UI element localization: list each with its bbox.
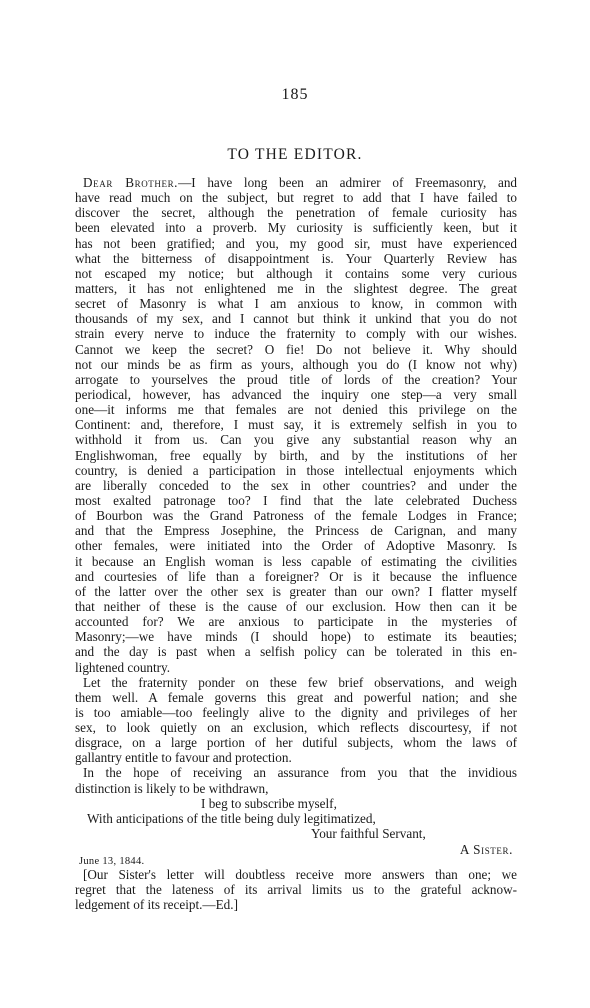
letter-body: [75, 175, 517, 913]
page-number: 185: [281, 86, 309, 103]
letter-line: and that the Empress Josephine, the Princess de Carignan, and many: [75, 523, 517, 539]
paragraph-line: disgrace, on a large portion of her dutiful subjects, whom the laws of: [75, 735, 517, 751]
salutation: Dear Brother.: [83, 175, 179, 190]
editor-note-line: regret that the lateness of its arrival limits us to the grateful acknow-: [75, 882, 517, 898]
letter-line: Cannot we keep the secret? O fie! Do not believe it. Why should: [75, 341, 517, 357]
closing-line: Your faithful Servant,: [311, 826, 426, 842]
letter-line: country, is denied a participation in those intellectual enjoyments which: [75, 462, 517, 478]
closing-line: With anticipations of the title being duly legitimatized,: [87, 810, 376, 826]
letter-line: not escaped my notice; but although it contains some very curious: [75, 265, 517, 281]
paragraph-line: Let the fraternity ponder on these few brief observations, and weigh: [83, 674, 517, 690]
letter-line: withhold it from us. Can you give any substantial reason why an: [75, 432, 517, 448]
letter-opening-line: [75, 175, 517, 190]
opening-text: —I have long been an admirer of Freemasonry, and: [178, 175, 518, 190]
letter-line: it because an English woman is less capable of estimating the civilities: [75, 553, 517, 569]
signature-row: [75, 841, 517, 868]
letter-line: of Bourbon was the Grand Patroness of the female Lodges in France;: [75, 508, 517, 524]
letter-line: have read much on the subject, but regret to add that I have failed to: [75, 190, 517, 206]
letter-line: not our minds be as firm as yours, although you do (I know not why): [75, 356, 517, 372]
letter-line: been elevated into a proverb. My curiosity is sufficiently keen, but it: [75, 220, 517, 236]
letter-date: June 13, 1844.: [79, 856, 145, 868]
closing-line: I beg to subscribe myself,: [201, 795, 337, 811]
letter-line: of the latter over the other sex is greater than our own? I flatter myself: [75, 583, 517, 599]
paragraph-line: gallantry entitle to favour and protection.: [75, 750, 292, 766]
letter-line: Masonry;—we have minds (I should hope) to estimate its beauties;: [75, 629, 517, 645]
letter-line: discover the secret, although the penetration of female curiosity has: [75, 205, 517, 221]
signature: A Sister.: [459, 842, 513, 858]
letter-line: Continent: and, therefore, I must say, it is extremely selfish in you to: [75, 417, 517, 433]
letter-line: strain every nerve to induce the fraternity to comply with our wishes.: [75, 326, 517, 342]
letter-line: other females, were initiated into the Order of Adoptive Masonry. Is: [75, 538, 517, 554]
letter-line: accounted for? We are anxious to participate in the mysteries of: [75, 614, 517, 630]
paragraph-line: sex, to look quietly on an exclusion, which reflects discourtesy, if not: [75, 720, 517, 736]
editor-note-line: [Our Sister's letter will doubtless receive more answers than one; we: [83, 867, 517, 883]
letter-line: one—it informs me that females are not denied this privilege on the: [75, 402, 517, 418]
letter-line: are liberally conceded to the sex in other countries? and under the: [75, 477, 517, 493]
letter-line: most exalted patronage too? I find that the late celebrated Duchess: [75, 492, 517, 508]
editor-note-line: ledgement of its receipt.—Ed.]: [75, 897, 238, 913]
letter-line: arrogate to yourselves the proud title of lords of the creation? Your: [75, 371, 517, 387]
letter-line: and courtesies of life than a foreigner? Or is it because the influence: [75, 568, 517, 584]
letter-line: lightened country.: [75, 659, 171, 675]
letter-line: has not been gratified; and you, my good sir, must have experienced: [75, 235, 517, 251]
letter-line: that neither of these is the cause of our exclusion. How then can it be: [75, 598, 517, 614]
letter-line: Englishwoman, free equally by birth, and by the institutions of her: [75, 447, 517, 463]
paragraph-line: distinction is likely to be withdrawn,: [75, 780, 269, 796]
letter-line: matters, it has not enlightened me in the slightest degree. The great: [75, 280, 517, 296]
letter-line: periodical, however, has advanced the inquiry one step—a very small: [75, 386, 517, 402]
letter-line: thousands of my sex, and I cannot but think it unkind that you do not: [75, 311, 517, 327]
paragraph-line: In the hope of receiving an assurance from you that the invidious: [83, 765, 517, 781]
letter-line: and the day is past when a selfish policy can be tolerated in this en-: [75, 644, 517, 660]
letter-heading: TO THE EDITOR.: [227, 146, 363, 163]
paragraph-line: is too amiable—too feelingly alive to the dignity and privileges of her: [75, 704, 517, 720]
paragraph-line: them well. A female governs this great and powerful nation; and she: [75, 689, 517, 705]
letter-line: secret of Masonry is what I am anxious to know, in common with: [75, 296, 517, 312]
letter-line: what the bitterness of disappointment is. Your Quarterly Review has: [75, 250, 517, 266]
